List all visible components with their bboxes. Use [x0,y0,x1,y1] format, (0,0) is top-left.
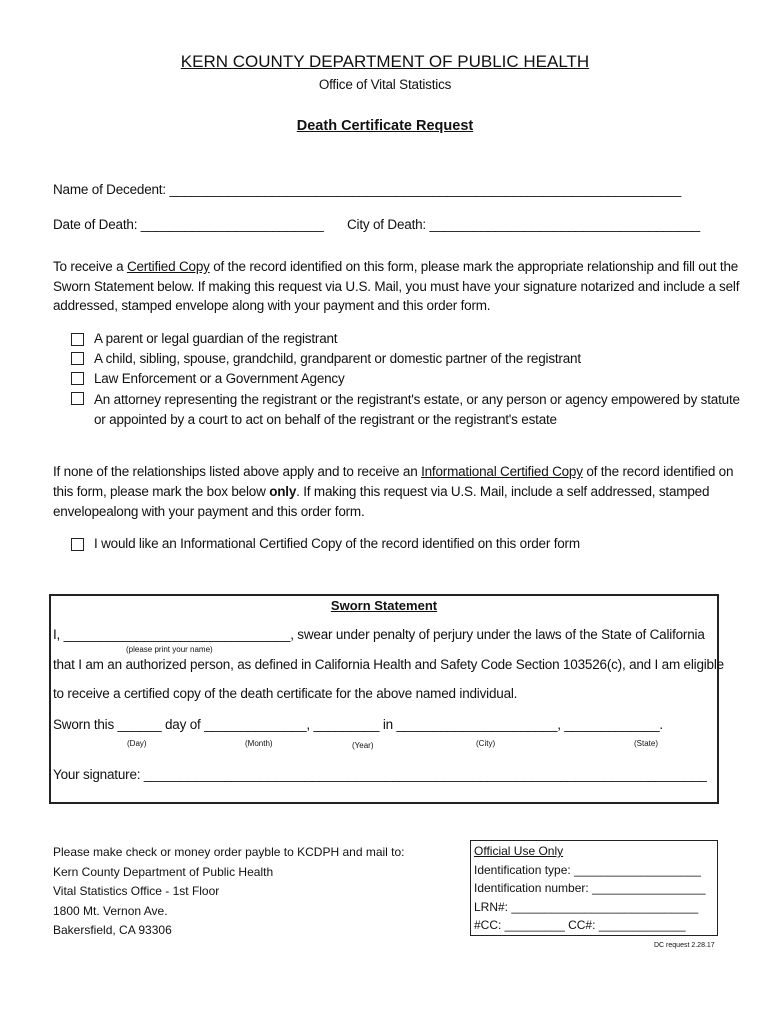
sworn-line-name[interactable]: I, _______________________________, swear under penalty of perjury under the laws of the State of California [53,627,705,642]
form-title: Death Certificate Request [296,118,474,134]
sworn-line-authorized: that I am an authorized person, as defined in California Health and Safety Code Section 103526(c), and I am eligible [53,657,724,672]
informational-paragraph-line2: this form, please mark the box below only. If making this request via U.S. Mail, include a self addressed, stamped [53,484,710,499]
relationship-checkbox-parent[interactable] [71,333,84,346]
informational-paragraph-line1: If none of the relationships listed above apply and to receive an Informational Certified Copy of the record identified on [53,464,734,479]
relationship-label-attorney: An attorney representing the registrant or the registrant's estate, or any person or agency empowered by statute [94,392,740,407]
informational-copy-checkbox[interactable] [71,538,84,551]
cc-field: #CC: _________ CC#: _____________ [474,918,686,932]
form-version-code: DC request 2.28.17 [654,942,715,949]
hint-state: (State) [634,739,659,748]
official-use-title: Official Use Only [474,844,564,858]
mailing-instructions: Please make check or money order payble to KCDPH and mail to: Kern County Department of Public Health Vital Statistics Office - 1st Floor 1800 Mt. Vernon Ave. Bakersfield, CA 93306 [53,845,405,937]
informational-copy-label: I would like an Informational Certified Copy of the record identified on this order form [94,536,580,551]
sworn-line-eligible: to receive a certified copy of the death certificate for the above named individual. [53,686,518,701]
relationship-label-law-enforcement: Law Enforcement or a Government Agency [94,371,345,386]
identification-number-field: Identification number: _________________ [474,881,706,895]
date-of-death-field[interactable]: Date of Death: _________________________ [53,217,324,232]
relationship-checkbox-law-enforcement[interactable] [71,372,84,385]
sworn-line-date-place[interactable]: Sworn this ______ day of ______________, _________ in ______________________, _____________. [53,717,663,732]
relationship-checkbox-family[interactable] [71,352,84,365]
name-of-decedent-field[interactable]: Name of Decedent: ______________________________________________________________________ [53,182,682,197]
certified-paragraph-line2: Sworn Statement below. If making this request via U.S. Mail, you must have your signature notarized and include a self [53,279,740,294]
hint-year: (Year) [352,741,374,750]
relationship-label-attorney-cont: or appointed by a court to act on behalf of the registrant or the registrant's estate [94,412,557,427]
office-subtitle: Office of Vital Statistics [318,77,452,92]
hint-day: (Day) [127,739,147,748]
hint-city: (City) [476,739,496,748]
print-name-hint: (please print your name) [126,645,213,654]
signature-line[interactable]: Your signature: _____________________________________________________________________________ [53,767,707,782]
sworn-statement-title: Sworn Statement [330,598,438,613]
official-use-content [474,842,706,935]
certified-copy-term: Certified Copy [126,259,210,274]
relationship-label-family: A child, sibling, spouse, grandchild, grandparent or domestic partner of the registrant [94,351,581,366]
informational-copy-term: Informational Certified Copy [421,464,583,479]
lrn-field: LRN#: ____________________________ [474,899,699,914]
agency-title: KERN COUNTY DEPARTMENT OF PUBLIC HEALTH [180,52,590,71]
city-of-death-field[interactable]: City of Death: _____________________________________ [347,217,700,232]
certified-paragraph-line3: addressed, stamped envelope along with your payment and this order form. [53,298,491,313]
relationship-checkbox-attorney[interactable] [71,392,84,405]
certified-paragraph-line1: To receive a Certified Copy of the record identified on this form, please mark the appropriate relationship and fill out the [53,259,739,274]
informational-paragraph-line3: envelopealong with your payment and this order form. [53,504,365,519]
relationship-label-parent: A parent or legal guardian of the registrant [94,331,338,346]
hint-month: (Month) [245,739,273,748]
identification-type-field: Identification type: ___________________ [474,862,701,877]
